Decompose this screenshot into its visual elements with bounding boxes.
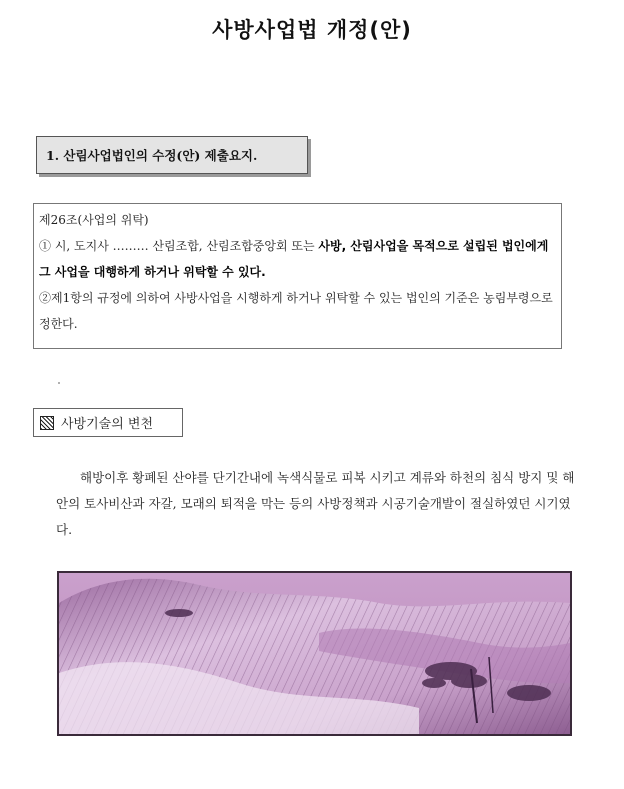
page-title: 사방사업법 개정(안) <box>212 18 412 42</box>
article-paragraph-1-bold: 사방, 산림사업을 목적으로 설립된 법인에게 그 사업을 대행하게 하거나 위탁할 수 있다. <box>39 239 549 279</box>
section-heading-submission <box>36 136 308 174</box>
section-heading-label: 1. 산림사업법인의 수정(안) 제출요지. <box>46 148 258 163</box>
article-heading: 제26조(사업의 위탁) <box>39 213 149 227</box>
article-paragraph-1-normal: ① 시, 도지사 ……… 산림조합, 산림조합중앙회 또는 <box>39 239 319 253</box>
section-heading-history-label: 사방기술의 변천 <box>61 417 154 432</box>
article-box <box>33 203 562 349</box>
article-paragraph-2: ②제1항의 규정에 의하여 사방사업을 시행하게 하거나 위탁할 수 있는 법인의 기준은 농림부령으로 정한다. <box>39 291 553 331</box>
photo-illustration <box>59 573 570 734</box>
hatched-box-icon <box>40 416 54 430</box>
article-paragraph-1 <box>39 233 553 285</box>
body-paragraph: 해방이후 황폐된 산야를 단기간내에 녹색식물로 피복 시키고 계류와 하천의 침식 방지 및 해안의 토사비산과 자갈, 모래의 퇴적을 막는 등의 사방정책과 시공기술개발이 절실하였던 시기였다. <box>56 470 575 537</box>
scan-speck <box>58 382 60 384</box>
section-heading-history <box>33 408 183 437</box>
erosion-hillside-photo <box>57 571 572 736</box>
